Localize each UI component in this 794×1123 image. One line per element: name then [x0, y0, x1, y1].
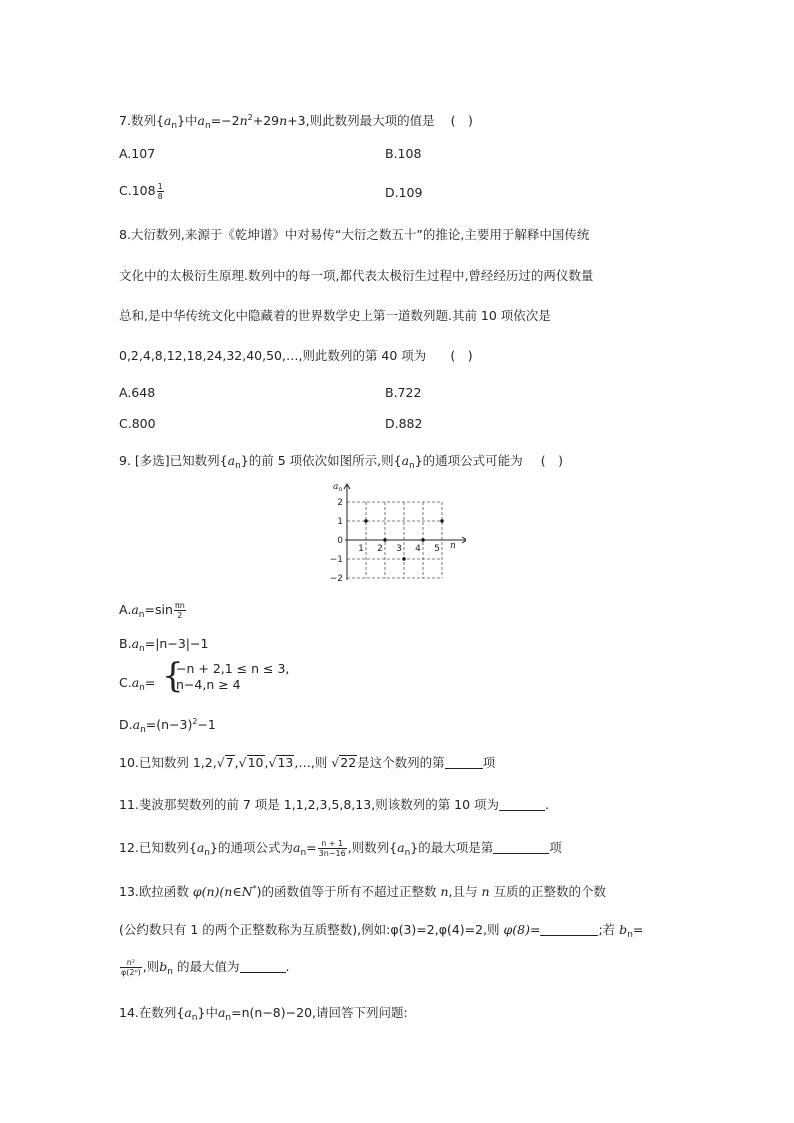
q14-stem: 14.在数列$\{a_n\}$中$a_n=n(n-8)-20$,请回答下列问题:: [119, 1005, 408, 1023]
q13-line-1: 13.欧拉函数 φ(n)(n∈N*)的函数值等于所有不超过正整数 n,且与 n 互质的正整数的个数: [119, 884, 607, 899]
q9-stem: 9. [多选]已知数列$\{a_n\}$的前 5 项依次如图所示,则$\{a_n\}$的通项公式可能为 ( ): [119, 453, 563, 471]
y-tick-label: −2: [329, 574, 343, 584]
q9-option-d: $D.a_n=(n-3)^2-1$: [119, 717, 216, 735]
q8-line-4: 0,2,4,8,12,18,24,32,40,50,…,则此数列的第 40 项为 ( ): [119, 348, 473, 363]
q13-line-2: (公约数只有 1 的两个正整数称为互质整数),例如:φ(3)=2,φ(4)=2,则 φ(8)= ;若 $b_n=$: [119, 922, 644, 940]
q13-answer-blank-2[interactable]: [240, 960, 286, 973]
sequence-point: [364, 519, 367, 522]
graph-y-axis-label: $a_n$: [333, 482, 343, 493]
sequence-point: [402, 557, 405, 560]
q9-option-c-brace: {: [162, 656, 184, 696]
y-tick-label: −1: [329, 555, 343, 565]
q13-line-3: $\frac{\text{n²}}{\text{φ(2ⁿ)}}$ ,则$b_n$ 的最大值为 .: [121, 958, 290, 977]
q7-option-a: A.107: [119, 146, 156, 161]
x-tick-label: 2: [377, 544, 383, 554]
q11-answer-blank[interactable]: [499, 798, 545, 811]
sequence-point: [440, 519, 443, 522]
q9-sequence-graph: [326, 481, 466, 585]
q8-option-d: D.882: [385, 416, 423, 431]
q9-option-c-case-1: −n + 2,1 ≤ n ≤ 3,: [176, 661, 290, 676]
q12-stem: 12.已知数列$\{a_n\}$的通项公式为$a_n=$ $\frac{n + 1}{3n-16}$ ,则数列$\{a_n\}$的最大项是第 项: [119, 839, 562, 858]
sequence-point: [421, 538, 424, 541]
q7-option-b: B.108: [385, 146, 422, 161]
q7-option-d: D.109: [385, 185, 423, 200]
q10-stem: 10.已知数列 1,2,√7,√10,√13,…,则 √22是这个数列的第 项: [119, 755, 496, 770]
x-tick-label: 4: [415, 544, 421, 554]
y-tick-label: 2: [337, 498, 343, 508]
q7-answer-paren: ( ): [450, 113, 473, 128]
q10-answer-blank[interactable]: [445, 756, 483, 769]
y-tick-label: 0: [337, 536, 343, 546]
q8-answer-paren: ( ): [450, 348, 473, 363]
q8-option-c: C.800: [119, 416, 156, 431]
sequence-point: [383, 538, 386, 541]
graph-axes: [344, 484, 466, 580]
q9-option-c-case-2: n−4,n ≥ 4: [176, 677, 241, 692]
y-tick-label: 1: [337, 517, 343, 527]
q7-option-c: C.108 $\frac{1}{8}$: [119, 182, 163, 201]
q8-line-3: 总和,是中华传统文化中隐藏着的世界数学史上第一道数列题.其前 10 项依次是: [119, 308, 551, 323]
x-tick-label: 5: [434, 544, 440, 554]
q13-answer-blank-1[interactable]: [540, 923, 598, 936]
q8-option-a: A.648: [119, 385, 156, 400]
q11-stem: 11.斐波那契数列的前 7 项是 1,1,2,3,5,8,13,则该数列的第 10 项为 .: [119, 797, 550, 812]
q7-stem: 7.数列$\{a_n\}$中$a_n=-2n^2+29n+3$,则此数列最大项的值是 ( ): [119, 113, 473, 131]
q9-option-a: $A.a_n=\sin$ $\frac{\pi n}{2}$: [119, 601, 185, 620]
graph-y-ticks: [330, 498, 344, 584]
graph-x-axis-label: n: [450, 541, 456, 551]
x-tick-label: 3: [396, 544, 402, 554]
q8-line-2: 文化中的太极衍生原理.数列中的每一项,都代表太极衍生过程中,曾经经历过的两仪数量: [119, 268, 594, 283]
q8-line-1: 8.大衍数列,来源于《乾坤谱》中对易传“大衍之数五十”的推论,主要用于解释中国传统: [119, 227, 590, 242]
q9-answer-paren: ( ): [540, 453, 563, 468]
q8-option-b: B.722: [385, 385, 422, 400]
q9-option-c: $C.a_n=$: [119, 675, 156, 693]
q9-option-b: $B.a_n=|n-3|-1$: [119, 636, 209, 654]
q12-answer-blank[interactable]: [493, 841, 549, 854]
graph-x-ticks: [358, 544, 440, 554]
x-tick-label: 1: [358, 544, 364, 554]
